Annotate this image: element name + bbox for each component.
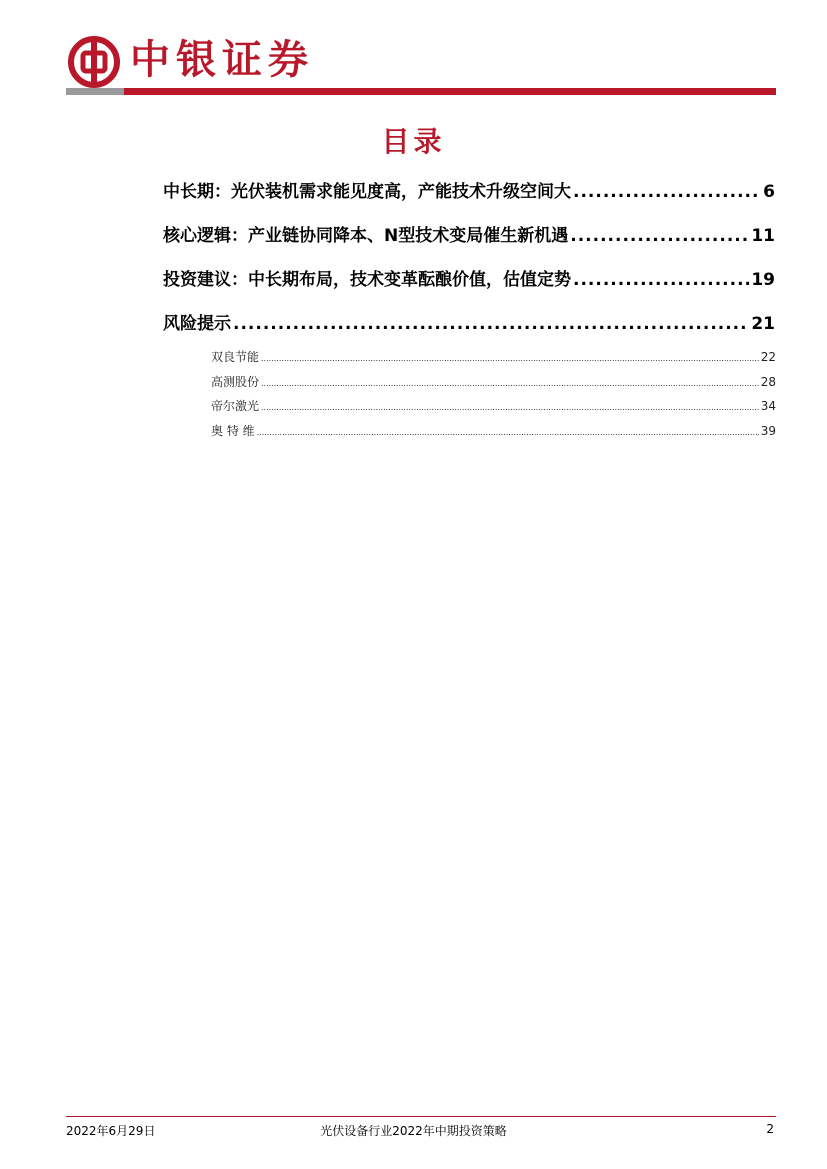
toc-level2-list [211, 345, 776, 443]
toc-subentry-label: 帝尔激光 [211, 399, 260, 413]
toc-entry-page: 21 [751, 314, 775, 334]
toc-subentry-page: 28 [760, 374, 776, 389]
toc-leader-dots [261, 396, 759, 421]
toc-entry-label: 中长期：光伏装机需求能见度高，产能技术升级空间大 [163, 182, 571, 202]
toc-title: 目录 [381, 125, 446, 158]
footer-page-number: 2 [766, 1122, 774, 1136]
toc-subentry-page: 34 [760, 399, 776, 413]
footer-report-title: 光伏设备行业2022年中期投资策略 [320, 1124, 507, 1138]
toc-leader-dots [570, 214, 749, 258]
toc-entry[interactable] [163, 170, 775, 214]
header-rule-red [124, 88, 776, 95]
toc-entry-page: 6 [763, 182, 775, 202]
toc-leader-dots [573, 258, 749, 302]
brand-name: 中银证券 [130, 36, 314, 83]
toc-leader-dots [573, 170, 761, 214]
footer-rule [66, 1116, 776, 1117]
toc-subentry[interactable] [211, 394, 776, 419]
toc-entry-label: 投资建议：中长期布局，技术变革酝酿价值，估值定势 [163, 270, 571, 290]
toc-level1-list [163, 170, 775, 346]
toc-subentry-label: 奥 特 维 [211, 423, 255, 438]
toc-subentry-label: 双良节能 [211, 350, 260, 364]
toc-subentry-page: 22 [760, 350, 776, 364]
toc-entry-label: 核心逻辑：产业链协同降本、N型技术变局催生新机遇 [163, 226, 569, 246]
toc-entry[interactable] [163, 302, 775, 346]
toc-entry[interactable] [163, 214, 775, 258]
toc-subentry-label: 高测股份 [211, 374, 260, 389]
bank-of-china-logo-icon [68, 36, 120, 88]
toc-subentry-page: 39 [760, 423, 776, 438]
toc-entry-page: 11 [751, 226, 775, 246]
toc-leader-dots [261, 347, 759, 372]
toc-subentry[interactable] [211, 419, 776, 444]
toc-entry-page: 19 [751, 270, 775, 290]
header-rule-gray [66, 88, 124, 95]
toc-leader-dots [233, 302, 749, 346]
toc-leader-dots [261, 372, 759, 397]
toc-subentry[interactable] [211, 370, 776, 395]
toc-leader-dots [257, 421, 759, 446]
footer-date: 2022年6月29日 [66, 1124, 156, 1138]
toc-entry[interactable] [163, 258, 775, 302]
toc-entry-label: 风险提示 [163, 314, 231, 334]
toc-subentry[interactable] [211, 345, 776, 370]
